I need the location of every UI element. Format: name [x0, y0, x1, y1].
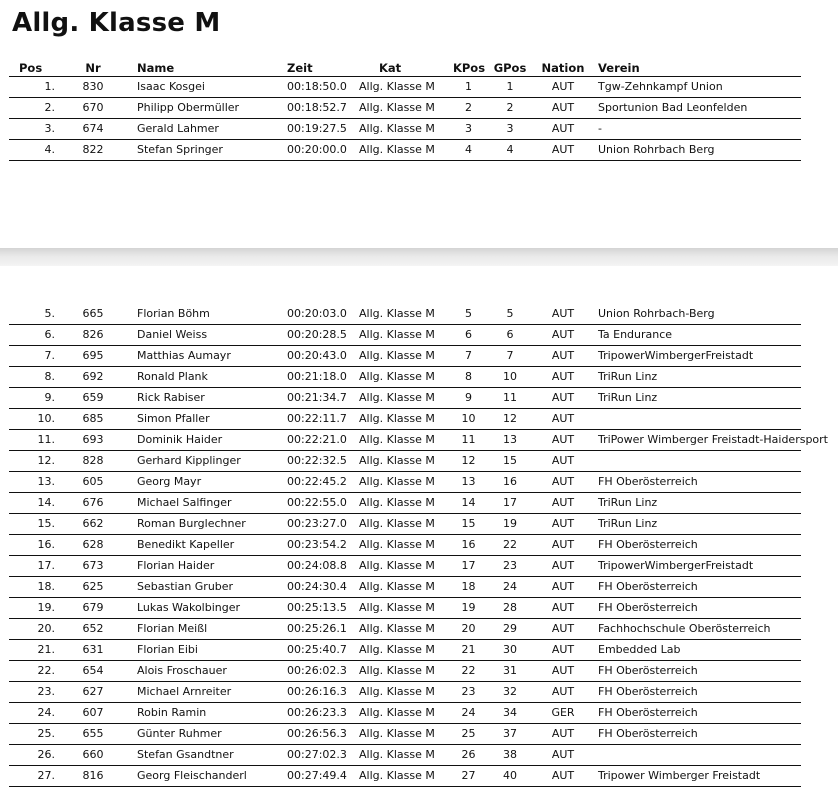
cell-zeit: 00:22:21.0	[287, 433, 347, 446]
page-break	[0, 248, 838, 266]
cell-verein: FH Oberösterreich	[598, 685, 698, 698]
cell-nr: 670	[82, 101, 104, 114]
page-title: Allg. Klasse M	[12, 8, 221, 38]
cell-gpos: 37	[503, 727, 517, 740]
cell-nation: GER	[551, 706, 575, 719]
cell-verein: Sportunion Bad Leonfelden	[598, 101, 748, 114]
cell-nation: AUT	[551, 328, 575, 341]
cell-name: Isaac Kosgei	[137, 80, 205, 93]
cell-nation: AUT	[551, 559, 575, 572]
cell-pos: 15.	[37, 517, 55, 530]
cell-name: Florian Eibi	[137, 643, 198, 656]
cell-zeit: 00:20:00.0	[287, 143, 347, 156]
cell-kat: Allg. Klasse M	[359, 664, 435, 677]
cell-verein: -	[598, 122, 602, 135]
cell-gpos: 2	[506, 101, 514, 114]
cell-pos: 26.	[37, 748, 55, 761]
table-row	[9, 388, 801, 409]
cell-nation: AUT	[551, 454, 575, 467]
cell-nation: AUT	[551, 475, 575, 488]
cell-kpos: 22	[461, 664, 476, 677]
cell-kat: Allg. Klasse M	[359, 706, 435, 719]
cell-nr: 679	[82, 601, 104, 614]
cell-kat: Allg. Klasse M	[359, 80, 435, 93]
cell-verein: FH Oberösterreich	[598, 664, 698, 677]
cell-zeit: 00:20:28.5	[287, 328, 347, 341]
cell-nr: 816	[82, 769, 104, 782]
cell-verein: TriRun Linz	[598, 370, 658, 383]
cell-gpos: 30	[503, 643, 517, 656]
cell-gpos: 40	[503, 769, 517, 782]
cell-verein: Embedded Lab	[598, 643, 681, 656]
table-row	[9, 346, 801, 367]
cell-nr: 607	[82, 706, 104, 719]
cell-kpos: 8	[465, 370, 472, 383]
cell-zeit: 00:23:54.2	[287, 538, 347, 551]
cell-name: Stefan Springer	[137, 143, 223, 156]
cell-pos: 4.	[44, 143, 55, 156]
cell-verein: FH Oberösterreich	[598, 475, 698, 488]
cell-kat: Allg. Klasse M	[359, 143, 435, 156]
cell-name: Georg Mayr	[137, 475, 202, 488]
cell-nation: AUT	[551, 769, 575, 782]
cell-nation: AUT	[551, 748, 575, 761]
cell-nation: AUT	[551, 101, 575, 114]
cell-kat: Allg. Klasse M	[359, 433, 435, 446]
cell-gpos: 13	[503, 433, 517, 446]
cell-nr: 826	[82, 328, 104, 341]
results-table-page-2	[9, 304, 828, 787]
cell-verein: FH Oberösterreich	[598, 580, 698, 593]
cell-kpos: 19	[461, 601, 476, 614]
cell-kat: Allg. Klasse M	[359, 122, 435, 135]
table-row	[9, 703, 801, 724]
cell-zeit: 00:22:11.7	[287, 412, 347, 425]
cell-verein: Tripower Wimberger Freistadt	[598, 769, 761, 782]
cell-name: Günter Ruhmer	[137, 727, 222, 740]
cell-nr: 625	[82, 580, 104, 593]
cell-kpos: 6	[465, 328, 472, 341]
cell-pos: 7.	[44, 349, 55, 362]
cell-nr: 830	[82, 80, 104, 93]
cell-nation: AUT	[551, 307, 575, 320]
cell-pos: 1.	[44, 80, 55, 93]
cell-kpos: 7	[465, 349, 472, 362]
cell-nation: AUT	[551, 496, 575, 509]
cell-nr: 660	[82, 748, 104, 761]
cell-nr: 654	[82, 664, 104, 677]
cell-kpos: 1	[465, 80, 472, 93]
table-row	[9, 619, 801, 640]
cell-kat: Allg. Klasse M	[359, 580, 435, 593]
cell-nr: 662	[82, 517, 104, 530]
cell-nation: AUT	[551, 580, 575, 593]
cell-verein: FH Oberösterreich	[598, 601, 698, 614]
cell-zeit: 00:24:08.8	[287, 559, 347, 572]
cell-gpos: 17	[503, 496, 517, 509]
cell-kpos: 9	[465, 391, 472, 404]
cell-nation: AUT	[551, 622, 575, 635]
cell-nr: 628	[82, 538, 104, 551]
cell-gpos: 29	[503, 622, 517, 635]
cell-kat: Allg. Klasse M	[359, 349, 435, 362]
cell-pos: 23.	[37, 685, 55, 698]
cell-name: Simon Pfaller	[137, 412, 210, 425]
cell-gpos: 34	[503, 706, 517, 719]
cell-nr: 665	[82, 307, 104, 320]
cell-kat: Allg. Klasse M	[359, 643, 435, 656]
cell-zeit: 00:21:18.0	[287, 370, 347, 383]
cell-nation: AUT	[551, 538, 575, 551]
cell-pos: 16.	[37, 538, 55, 551]
cell-zeit: 00:20:03.0	[287, 307, 347, 320]
cell-kat: Allg. Klasse M	[359, 769, 435, 782]
cell-gpos: 19	[503, 517, 517, 530]
table-row	[9, 661, 801, 682]
cell-verein: Union Rohrbach Berg	[598, 143, 715, 156]
cell-kpos: 13	[461, 475, 476, 488]
cell-kpos: 21	[461, 643, 476, 656]
cell-gpos: 31	[503, 664, 517, 677]
header-name: Name	[137, 61, 175, 75]
cell-pos: 13.	[37, 475, 55, 488]
header-nr: Nr	[85, 61, 101, 75]
cell-verein: FH Oberösterreich	[598, 538, 698, 551]
cell-kat: Allg. Klasse M	[359, 496, 435, 509]
cell-nation: AUT	[551, 685, 575, 698]
cell-nr: 695	[82, 349, 104, 362]
cell-name: Gerald Lahmer	[137, 122, 219, 135]
table-row	[9, 577, 801, 598]
cell-gpos: 6	[506, 328, 514, 341]
cell-nr: 659	[82, 391, 104, 404]
cell-kpos: 16	[461, 538, 476, 551]
cell-pos: 11.	[37, 433, 55, 446]
cell-nation: AUT	[551, 349, 575, 362]
header-verein: Verein	[598, 61, 640, 75]
cell-verein: TriRun Linz	[598, 517, 658, 530]
cell-pos: 3.	[44, 122, 55, 135]
cell-kpos: 18	[461, 580, 476, 593]
header-kat: Kat	[379, 61, 402, 75]
cell-gpos: 11	[503, 391, 517, 404]
cell-zeit: 00:22:45.2	[287, 475, 347, 488]
cell-zeit: 00:20:43.0	[287, 349, 347, 362]
cell-zeit: 00:27:49.4	[287, 769, 347, 782]
cell-verein: FH Oberösterreich	[598, 706, 698, 719]
cell-gpos: 15	[503, 454, 517, 467]
cell-nr: 692	[82, 370, 104, 383]
cell-name: Rick Rabiser	[137, 391, 205, 404]
table-row	[9, 682, 801, 703]
table-row	[9, 77, 801, 98]
cell-gpos: 28	[503, 601, 517, 614]
cell-kpos: 17	[461, 559, 476, 572]
cell-name: Gerhard Kipplinger	[137, 454, 241, 467]
cell-zeit: 00:27:02.3	[287, 748, 347, 761]
cell-zeit: 00:25:40.7	[287, 643, 347, 656]
cell-nation: AUT	[551, 80, 575, 93]
cell-nation: AUT	[551, 412, 575, 425]
cell-gpos: 24	[503, 580, 517, 593]
cell-nr: 822	[82, 143, 104, 156]
cell-name: Lukas Wakolbinger	[137, 601, 241, 614]
cell-nr: 674	[82, 122, 104, 135]
results-page-1	[0, 0, 838, 248]
table-row	[9, 556, 801, 577]
cell-gpos: 22	[503, 538, 517, 551]
cell-verein: FH Oberösterreich	[598, 727, 698, 740]
header-nation: Nation	[541, 61, 585, 75]
table-row	[9, 367, 801, 388]
cell-zeit: 00:22:32.5	[287, 454, 347, 467]
cell-name: Sebastian Gruber	[137, 580, 234, 593]
cell-pos: 25.	[37, 727, 55, 740]
header-kpos: KPos	[452, 61, 486, 75]
cell-kpos: 26	[461, 748, 476, 761]
table-row	[9, 766, 801, 787]
cell-nation: AUT	[551, 601, 575, 614]
cell-kat: Allg. Klasse M	[359, 727, 435, 740]
cell-nr: 693	[82, 433, 104, 446]
cell-kpos: 14	[461, 496, 476, 509]
cell-verein: TripowerWimbergerFreistadt	[598, 349, 754, 362]
cell-kat: Allg. Klasse M	[359, 475, 435, 488]
cell-nation: AUT	[551, 517, 575, 530]
cell-pos: 14.	[37, 496, 55, 509]
cell-pos: 10.	[37, 412, 55, 425]
table-row	[9, 451, 801, 472]
cell-nr: 685	[82, 412, 104, 425]
cell-zeit: 00:26:16.3	[287, 685, 347, 698]
cell-kat: Allg. Klasse M	[359, 685, 435, 698]
cell-verein: Ta Endurance	[598, 328, 673, 341]
cell-pos: 8.	[44, 370, 55, 383]
table-row	[9, 745, 801, 766]
cell-kat: Allg. Klasse M	[359, 412, 435, 425]
cell-name: Dominik Haider	[137, 433, 223, 446]
cell-name: Daniel Weiss	[137, 328, 208, 341]
cell-gpos: 38	[503, 748, 517, 761]
cell-pos: 2.	[44, 101, 55, 114]
cell-zeit: 00:18:52.7	[287, 101, 347, 114]
cell-nation: AUT	[551, 143, 575, 156]
cell-pos: 22.	[37, 664, 55, 677]
cell-kpos: 2	[465, 101, 472, 114]
cell-verein: Union Rohrbach-Berg	[598, 307, 715, 320]
cell-name: Benedikt Kapeller	[137, 538, 235, 551]
cell-kpos: 15	[461, 517, 476, 530]
cell-name: Ronald Plank	[137, 370, 208, 383]
cell-nation: AUT	[551, 727, 575, 740]
cell-nr: 673	[82, 559, 104, 572]
cell-name: Florian Böhm	[137, 307, 210, 320]
cell-kat: Allg. Klasse M	[359, 538, 435, 551]
cell-kpos: 12	[461, 454, 476, 467]
cell-pos: 17.	[37, 559, 55, 572]
table-row	[9, 724, 801, 745]
cell-nr: 676	[82, 496, 104, 509]
cell-pos: 5.	[44, 307, 55, 320]
cell-kat: Allg. Klasse M	[359, 517, 435, 530]
cell-verein: Tgw-Zehnkampf Union	[598, 80, 723, 93]
cell-kpos: 10	[461, 412, 476, 425]
cell-kpos: 20	[461, 622, 476, 635]
cell-pos: 18.	[37, 580, 55, 593]
table-row	[9, 409, 801, 430]
cell-gpos: 32	[503, 685, 517, 698]
cell-kat: Allg. Klasse M	[359, 391, 435, 404]
cell-verein: Fachhochschule Oberösterreich	[598, 622, 771, 635]
table-row	[9, 430, 828, 451]
cell-pos: 9.	[44, 391, 55, 404]
table-row	[9, 514, 801, 535]
cell-kat: Allg. Klasse M	[359, 559, 435, 572]
cell-kat: Allg. Klasse M	[359, 601, 435, 614]
cell-verein: TripowerWimbergerFreistadt	[598, 559, 754, 572]
results-page-2	[0, 266, 838, 787]
cell-pos: 21.	[37, 643, 55, 656]
cell-name: Matthias Aumayr	[137, 349, 231, 362]
cell-zeit: 00:19:27.5	[287, 122, 347, 135]
cell-zeit: 00:24:30.4	[287, 580, 347, 593]
cell-pos: 12.	[37, 454, 55, 467]
cell-pos: 24.	[37, 706, 55, 719]
cell-gpos: 5	[506, 307, 514, 320]
cell-zeit: 00:26:02.3	[287, 664, 347, 677]
cell-name: Robin Ramin	[137, 706, 207, 719]
cell-nation: AUT	[551, 370, 575, 383]
cell-name: Georg Fleischanderl	[137, 769, 247, 782]
cell-verein: TriRun Linz	[598, 496, 658, 509]
table-row	[9, 535, 801, 556]
cell-pos: 6.	[44, 328, 55, 341]
cell-nation: AUT	[551, 122, 575, 135]
table-row	[9, 119, 801, 140]
header-gpos: GPos	[493, 61, 527, 75]
cell-gpos: 3	[506, 122, 514, 135]
cell-name: Florian Haider	[137, 559, 215, 572]
cell-name: Michael Salfinger	[137, 496, 232, 509]
cell-gpos: 12	[503, 412, 517, 425]
table-header	[9, 60, 801, 77]
cell-zeit: 00:26:23.3	[287, 706, 347, 719]
table-row	[9, 98, 801, 119]
header-zeit: Zeit	[287, 61, 313, 75]
cell-name: Florian Meißl	[137, 622, 208, 635]
cell-kat: Allg. Klasse M	[359, 454, 435, 467]
cell-verein: TriRun Linz	[598, 391, 658, 404]
cell-gpos: 1	[506, 80, 514, 93]
cell-zeit: 00:22:55.0	[287, 496, 347, 509]
cell-gpos: 10	[503, 370, 517, 383]
cell-nation: AUT	[551, 391, 575, 404]
table-row	[9, 640, 801, 661]
cell-zeit: 00:26:56.3	[287, 727, 347, 740]
header-pos: Pos	[19, 61, 43, 75]
cell-nr: 605	[82, 475, 104, 488]
cell-verein: TriPower Wimberger Freistadt-Haidersport	[598, 433, 828, 446]
cell-zeit: 00:21:34.7	[287, 391, 347, 404]
cell-name: Stefan Gsandtner	[137, 748, 234, 761]
cell-nr: 828	[82, 454, 104, 467]
table-row	[9, 598, 801, 619]
cell-nr: 627	[82, 685, 104, 698]
table-row	[9, 304, 801, 325]
table-row	[9, 493, 801, 514]
cell-nation: AUT	[551, 664, 575, 677]
cell-zeit: 00:25:13.5	[287, 601, 347, 614]
cell-kat: Allg. Klasse M	[359, 622, 435, 635]
cell-pos: 20.	[37, 622, 55, 635]
cell-kpos: 4	[465, 143, 472, 156]
cell-name: Roman Burglechner	[137, 517, 246, 530]
cell-zeit: 00:23:27.0	[287, 517, 347, 530]
table-row	[9, 140, 801, 161]
cell-kpos: 11	[461, 433, 476, 446]
table-row	[9, 325, 801, 346]
cell-gpos: 16	[503, 475, 517, 488]
results-table-page-1	[9, 77, 801, 161]
cell-kat: Allg. Klasse M	[359, 328, 435, 341]
cell-zeit: 00:18:50.0	[287, 80, 347, 93]
cell-name: Michael Arnreiter	[137, 685, 232, 698]
cell-kpos: 25	[461, 727, 476, 740]
cell-kat: Allg. Klasse M	[359, 370, 435, 383]
cell-name: Alois Froschauer	[137, 664, 227, 677]
cell-nation: AUT	[551, 643, 575, 656]
cell-kpos: 23	[461, 685, 476, 698]
cell-name: Philipp Obermüller	[137, 101, 240, 114]
cell-nation: AUT	[551, 433, 575, 446]
cell-kat: Allg. Klasse M	[359, 101, 435, 114]
cell-gpos: 4	[506, 143, 514, 156]
cell-nr: 655	[82, 727, 104, 740]
cell-nr: 631	[82, 643, 104, 656]
cell-kat: Allg. Klasse M	[359, 748, 435, 761]
cell-gpos: 7	[506, 349, 514, 362]
table-row	[9, 472, 801, 493]
cell-pos: 27.	[37, 769, 55, 782]
cell-kat: Allg. Klasse M	[359, 307, 435, 320]
cell-gpos: 23	[503, 559, 517, 572]
cell-zeit: 00:25:26.1	[287, 622, 347, 635]
cell-kpos: 3	[465, 122, 472, 135]
cell-kpos: 27	[461, 769, 476, 782]
cell-pos: 19.	[37, 601, 55, 614]
cell-nr: 652	[82, 622, 104, 635]
cell-kpos: 5	[465, 307, 472, 320]
cell-kpos: 24	[461, 706, 476, 719]
